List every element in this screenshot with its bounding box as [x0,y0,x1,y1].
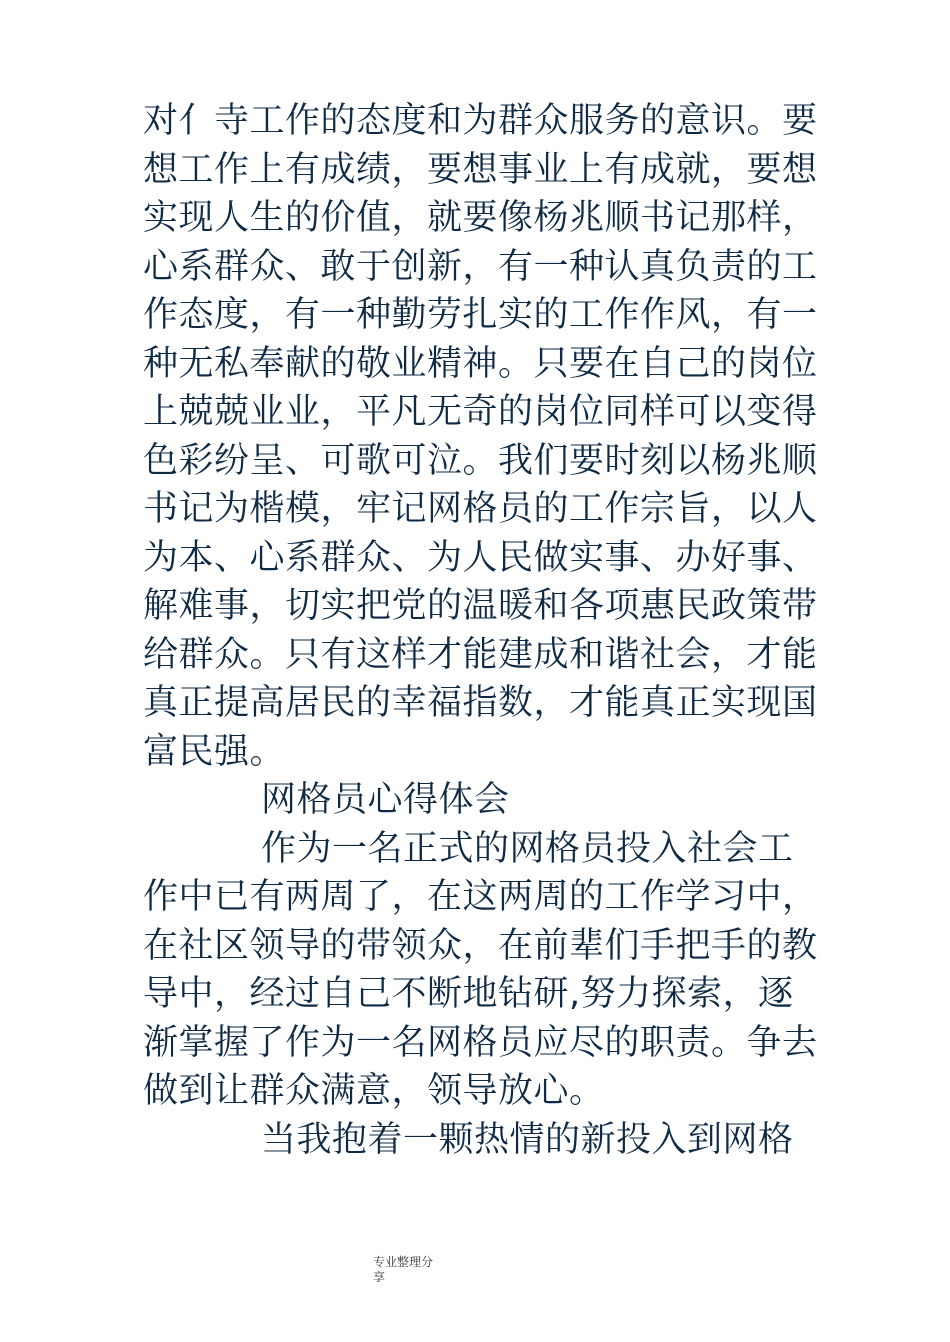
text-line: 给群众。只有这样才能建成和谐社会，才能 [143,634,818,675]
text-line: 心系群众、敢于创新，有一种认真负责的工 [143,246,818,287]
section-heading: 网格员心得体会 [261,780,510,820]
text-line: 解难事，切实把党的温暖和各项惠民政策带 [143,586,818,626]
text-line: 上兢兢业业，平凡无奇的岗位同样可以变得 [143,392,818,432]
text-line: 实现人生的价值，就要像杨兆顺书记那样， [143,198,818,238]
text-line: 作中已有两周了，在这两周的工作学习中， [143,877,818,917]
page-footer [373,1255,453,1285]
text-line: 为本、心系群众、为人民做实事、办好事、 [143,537,818,578]
text-line: 对亻寺工作的态度和为群众服务的意识。要 [143,101,818,141]
text-line: 想工作上有成绩，要想事业上有成就，要想 [143,149,818,190]
footer-text-line2: 享 [373,1270,386,1284]
text-line: 种无私奉献的敬业精神。只要在自己的岗位 [143,343,818,384]
text-line: 真正提高居民的幸福指数，才能真正实现国 [143,683,818,723]
text-line: 当我抱着一颗热情的新投入到网格 [261,1119,794,1160]
footer-text-line1: 专业整理分 [373,1255,434,1269]
text-line: 做到让群众满意，领导放心。 [143,1071,605,1111]
text-line: 渐掌握了作为一名网格员应尽的职责。争去 [143,1022,818,1063]
text-line: 富民强。 [143,731,286,772]
text-line: 在社区领导的带领众，在前辈们手把手的教 [143,925,818,966]
text-line: 作为一名正式的网格员投入社会工 [261,828,794,869]
text-line: 色彩纷呈、可歌可泣。我们要时刻以杨兆顺 [143,440,818,481]
document-body [143,97,818,1164]
text-line: 作态度，有一种勤劳扎实的工作作风，有一 [143,295,818,335]
text-line: 书记为楷模，牢记网格员的工作宗旨，以人 [143,489,818,529]
text-line: 导中，经过自己不断地钻研,努力探索，逐 [143,974,794,1014]
